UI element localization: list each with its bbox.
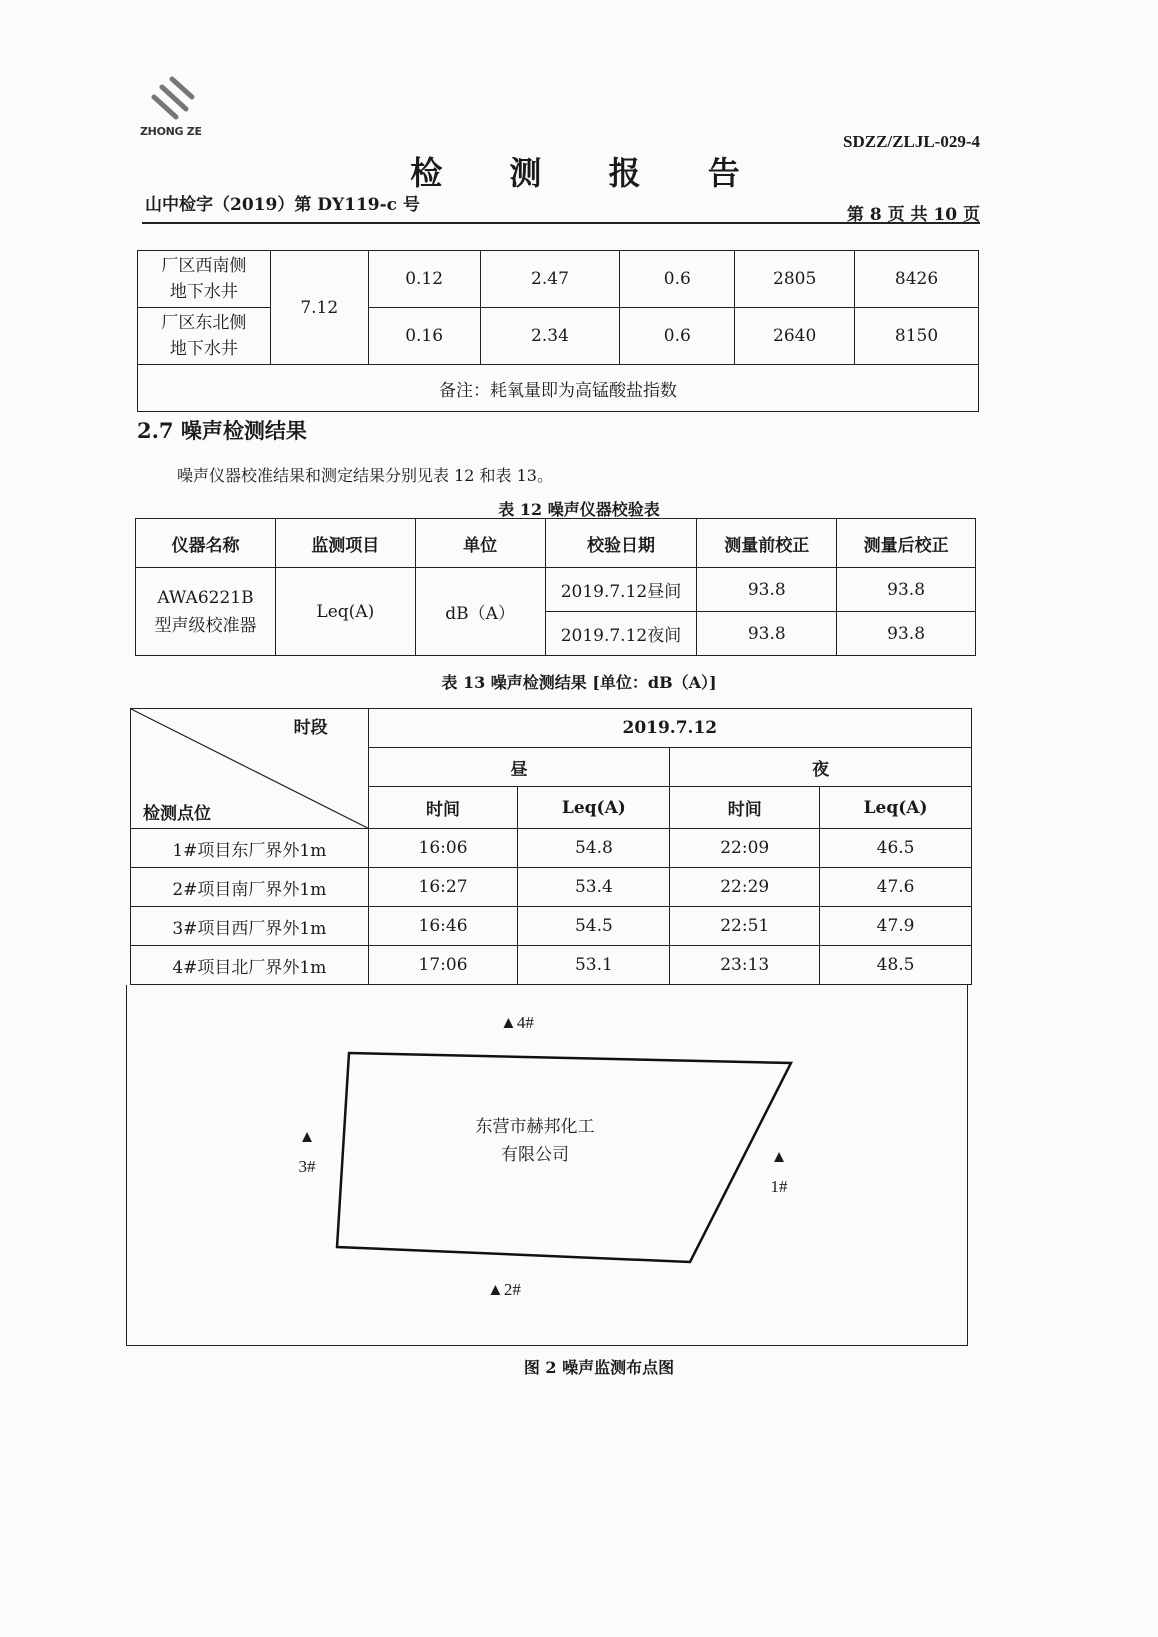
- triangle-marker-icon: ▲: [500, 1013, 517, 1032]
- point-cell: 4#项目北厂界外1m: [131, 946, 369, 985]
- marker-4: [500, 1013, 534, 1033]
- instrument-line: 型声级校准器: [154, 615, 257, 636]
- night-time-cell: 22:51: [670, 907, 820, 946]
- table-row: [131, 907, 972, 946]
- page-number: 第 8 页 共 10 页: [846, 205, 980, 225]
- date-cell: 2019.7.12夜间: [545, 612, 697, 656]
- night-time-cell: 22:29: [670, 868, 820, 907]
- marker-1: [769, 1142, 789, 1202]
- table-row: [136, 568, 976, 612]
- column-header: 测量前校正: [697, 519, 837, 568]
- after-cell: 93.8: [837, 612, 976, 656]
- night-header: 夜: [670, 748, 972, 787]
- section-heading: 2.7 噪声检测结果: [137, 418, 307, 443]
- location-cell: [138, 308, 271, 365]
- logo-text: ZHONG ZE: [140, 125, 202, 138]
- groundwater-table: [137, 250, 979, 412]
- night-time-cell: 22:09: [670, 829, 820, 868]
- column-header: 单位: [415, 519, 545, 568]
- section-intro: 噪声仪器校准结果和测定结果分别见表 12 和表 13。: [177, 466, 553, 485]
- table-header-row: [136, 519, 976, 568]
- figure-caption: 图 2 噪声监测布点图: [523, 1358, 675, 1377]
- document-code: SDZZ/ZLJL-029-4: [843, 132, 980, 151]
- day-leq-cell: 54.8: [518, 829, 670, 868]
- value-cell: 2805: [735, 251, 855, 308]
- night-leq-cell: 48.5: [820, 946, 972, 985]
- before-cell: 93.8: [697, 612, 837, 656]
- point-cell: 2#项目南厂界外1m: [131, 868, 369, 907]
- point-cell: 1#项目东厂界外1m: [131, 829, 369, 868]
- value-cell: 2.34: [480, 308, 620, 365]
- day-time-cell: 17:06: [368, 946, 518, 985]
- item-cell: Leq(A): [275, 568, 415, 656]
- company-logo: [140, 75, 210, 145]
- column-header: 时间: [670, 787, 820, 829]
- company-line: 有限公司: [501, 1145, 569, 1165]
- day-leq-cell: 53.4: [518, 868, 670, 907]
- location-line: 厂区西南侧: [161, 256, 247, 276]
- table-row: [138, 308, 979, 365]
- table-row: [138, 251, 979, 308]
- value-cell: 0.6: [620, 308, 735, 365]
- point-label: 检测点位: [143, 804, 211, 824]
- after-cell: 93.8: [837, 568, 976, 612]
- value-cell: 8426: [855, 251, 979, 308]
- location-line: 厂区东北侧: [161, 313, 247, 333]
- date-cell: 7.12: [270, 251, 368, 365]
- night-time-cell: 23:13: [670, 946, 820, 985]
- location-line: 地下水井: [169, 339, 238, 359]
- marker-label: 1#: [770, 1177, 788, 1196]
- instrument-cell: [136, 568, 276, 656]
- column-header: 测量后校正: [837, 519, 976, 568]
- calibration-table: [135, 518, 976, 656]
- column-header: 校验日期: [545, 519, 697, 568]
- triangle-marker-icon: ▲: [487, 1280, 504, 1299]
- table-row: [131, 868, 972, 907]
- column-header: 时间: [368, 787, 518, 829]
- marker-2: [487, 1280, 521, 1300]
- company-name: [340, 1113, 730, 1169]
- marker-3: [297, 1122, 317, 1182]
- column-header: 仪器名称: [136, 519, 276, 568]
- marker-label: 3#: [298, 1157, 316, 1176]
- table-header-row: [131, 709, 972, 748]
- unit-cell: dB（A）: [415, 568, 545, 656]
- value-cell: 8150: [855, 308, 979, 365]
- day-leq-cell: 54.5: [518, 907, 670, 946]
- company-line: 东营市赫邦化工: [475, 1117, 595, 1137]
- table13-caption: 表 13 噪声检测结果 [单位：dB（A）]: [441, 673, 717, 692]
- value-cell: 0.12: [368, 251, 480, 308]
- night-leq-cell: 47.6: [820, 868, 972, 907]
- point-cell: 3#项目西厂界外1m: [131, 907, 369, 946]
- day-header: 昼: [368, 748, 670, 787]
- day-leq-cell: 53.1: [518, 946, 670, 985]
- table-note: 备注：耗氧量即为高锰酸盐指数: [138, 365, 979, 412]
- column-header: Leq(A): [518, 787, 670, 829]
- column-header: 监测项目: [275, 519, 415, 568]
- day-time-cell: 16:27: [368, 868, 518, 907]
- page-title: 检 测 报 告: [410, 154, 768, 192]
- day-time-cell: 16:46: [368, 907, 518, 946]
- location-cell: [138, 251, 271, 308]
- marker-label: 4#: [516, 1013, 534, 1032]
- noise-results-table: [130, 708, 972, 985]
- day-time-cell: 16:06: [368, 829, 518, 868]
- date-header: 2019.7.12: [368, 709, 971, 748]
- diagonal-header-cell: [131, 709, 369, 829]
- date-cell: 2019.7.12昼间: [545, 568, 697, 612]
- marker-label: 2#: [503, 1280, 521, 1299]
- table12-caption: 表 12 噪声仪器校验表: [498, 500, 660, 519]
- header-divider: [142, 222, 980, 224]
- column-header: Leq(A): [820, 787, 972, 829]
- triangle-marker-icon: ▲: [298, 1127, 316, 1146]
- value-cell: 0.6: [620, 251, 735, 308]
- triangle-marker-icon: ▲: [770, 1147, 788, 1166]
- location-line: 地下水井: [169, 282, 238, 302]
- logo-stripes-icon: [148, 75, 198, 121]
- before-cell: 93.8: [697, 568, 837, 612]
- value-cell: 0.16: [368, 308, 480, 365]
- period-label: 时段: [293, 718, 328, 738]
- night-leq-cell: 47.9: [820, 907, 972, 946]
- report-reference: 山中检字（2019）第 DY119-c 号: [145, 195, 420, 215]
- instrument-line: AWA6221B: [157, 587, 254, 608]
- value-cell: 2.47: [480, 251, 620, 308]
- night-leq-cell: 46.5: [820, 829, 972, 868]
- value-cell: 2640: [735, 308, 855, 365]
- table-row: [131, 946, 972, 985]
- table-note-row: [138, 365, 979, 412]
- table-row: [131, 829, 972, 868]
